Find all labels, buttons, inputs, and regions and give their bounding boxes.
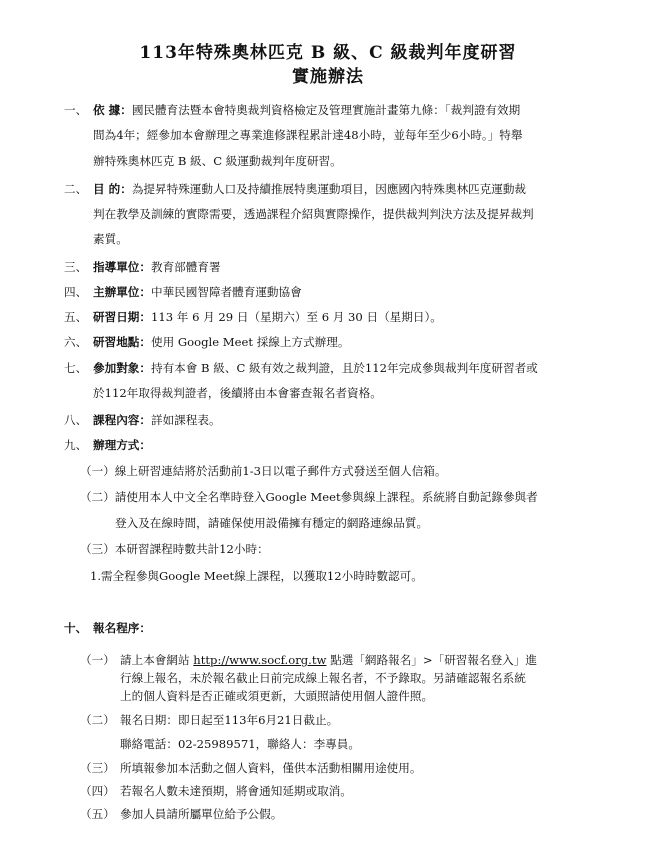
- section-1-line-2: 間為4年；經參加本會辦理之專業進修課程累計達48小時，並每年至少6小時。」特舉: [93, 128, 523, 142]
- section-4-label: 主辦單位：: [93, 285, 151, 299]
- section-9-sub-2-line-1: （二）請使用本人中文全名準時登入Google Meet參與線上課程。系統將自動記錄參與者: [80, 490, 538, 504]
- section-1-number: 一、: [64, 103, 88, 117]
- section-8-number: 八、: [64, 413, 88, 427]
- section-10-sub-4-number: （四）: [80, 784, 115, 798]
- section-10-sub-1-pre: 請上本會網站: [120, 653, 194, 667]
- section-9-sub-3-item-1: 1.需全程參與Google Meet線上課程，以獲取12小時時數認可。: [90, 569, 423, 583]
- section-10-label: 報名程序：: [93, 621, 151, 635]
- section-2-number: 二、: [64, 182, 88, 196]
- document-title: 113年特殊奧林匹克 B 級、C 級裁判年度研習: [139, 43, 517, 63]
- section-3-line: [93, 259, 221, 275]
- section-5-label: 研習日期：: [93, 310, 151, 324]
- section-7-label: 參加對象：: [93, 361, 151, 375]
- section-10-sub-1-post: 點選「網路報名」>「研習報名登入」進: [326, 653, 537, 667]
- section-1-line-1: [93, 102, 520, 118]
- section-10-sub-1-number: （一）: [80, 653, 115, 667]
- section-2-line-3: 素質。: [93, 232, 128, 246]
- section-7-line-2: 於112年取得裁判證者，後續將由本會審查報名者資格。: [93, 386, 382, 400]
- section-8-line: [93, 412, 221, 428]
- section-6-number: 六、: [64, 335, 88, 349]
- section-7-text-1: 持有本會 B 級、C 級有效之裁判證，且於112年完成參與裁判年度研習者或: [150, 361, 538, 375]
- website-link[interactable]: http://www.socf.org.tw: [193, 653, 327, 667]
- section-10-sub-1-line-1: [120, 652, 537, 668]
- section-1-text-1: 國民體育法暨本會特奧裁判資格檢定及管理實施計畫第九條：「裁判證有效期: [131, 103, 521, 117]
- section-10-sub-1-line-2: 行線上報名，未於報名截止日前完成線上報名者，不予錄取。另請確認報名系統: [120, 671, 526, 685]
- section-3-text: 教育部體育署: [150, 260, 221, 274]
- section-1-line-3: 辦特殊奧林匹克 B 級、C 級運動裁判年度研習。: [93, 154, 342, 168]
- section-1-label: 依 據：: [93, 103, 132, 117]
- section-9-sub-3: （三）本研習課程時數共計12小時：: [80, 542, 269, 556]
- section-10-sub-4-line: 若報名人數未達預期，將會通知延期或取消。: [120, 784, 352, 798]
- section-8-text: 詳如課程表。: [150, 413, 221, 427]
- section-3-number: 三、: [64, 260, 88, 274]
- section-9-number: 九、: [64, 438, 88, 452]
- section-9-label: 辦理方式：: [93, 438, 151, 452]
- section-8-label: 課程內容：: [93, 413, 151, 427]
- section-10-sub-2-number: （二）: [80, 713, 115, 727]
- section-7-number: 七、: [64, 361, 88, 375]
- section-10-sub-3-number: （三）: [80, 761, 115, 775]
- section-4-text: 中華民國智障者體育運動協會: [150, 285, 302, 299]
- section-4-number: 四、: [64, 285, 88, 299]
- section-7-line-1: [93, 360, 538, 376]
- section-10-number: 十、: [64, 621, 88, 635]
- section-3-label: 指導單位：: [93, 260, 151, 274]
- section-10-sub-5-line: 參加人員請所屬單位給予公假。: [120, 807, 283, 821]
- section-10-sub-5-number: （五）: [80, 807, 115, 821]
- section-4-line: [93, 284, 302, 300]
- section-10-sub-2-line-1: 報名日期：即日起至113年6月21日截止。: [120, 713, 339, 727]
- section-2-text-1: 為提昇特殊運動人口及持續推展特奧運動項目，因應國內特殊奧林匹克運動裁: [131, 182, 527, 196]
- section-10-sub-2-line-2: 聯絡電話：02-25989571，聯絡人：李專員。: [120, 737, 360, 751]
- section-6-line: [93, 334, 349, 350]
- document-subtitle: 實施辦法: [292, 67, 364, 87]
- section-2-line-2: 判在教學及訓練的實際需要，透過課程介紹與實際操作，提供裁判判決方法及提昇裁判: [93, 207, 534, 221]
- section-2-line-1: [93, 181, 526, 197]
- section-2-label: 目 的：: [93, 182, 132, 196]
- section-9-sub-1: （一）線上研習連結將於活動前1-3日以電子郵件方式發送至個人信箱。: [80, 464, 447, 478]
- section-9-sub-2-line-2: 登入及在線時間，請確保使用設備擁有穩定的網路連線品質。: [115, 516, 429, 530]
- section-5-line: [93, 309, 442, 325]
- section-5-text: 113 年 6 月 29 日（星期六）至 6 月 30 日（星期日）。: [150, 310, 442, 324]
- section-5-number: 五、: [64, 310, 88, 324]
- section-6-label: 研習地點：: [93, 335, 151, 349]
- section-6-text: 使用 Google Meet 採線上方式辦理。: [150, 335, 350, 349]
- section-10-sub-3-line: 所填報參加本活動之個人資料，僅供本活動相關用途使用。: [120, 761, 422, 775]
- section-10-sub-1-line-3: 上的個人資料是否正確或須更新，大頭照請使用個人證件照。: [120, 689, 434, 703]
